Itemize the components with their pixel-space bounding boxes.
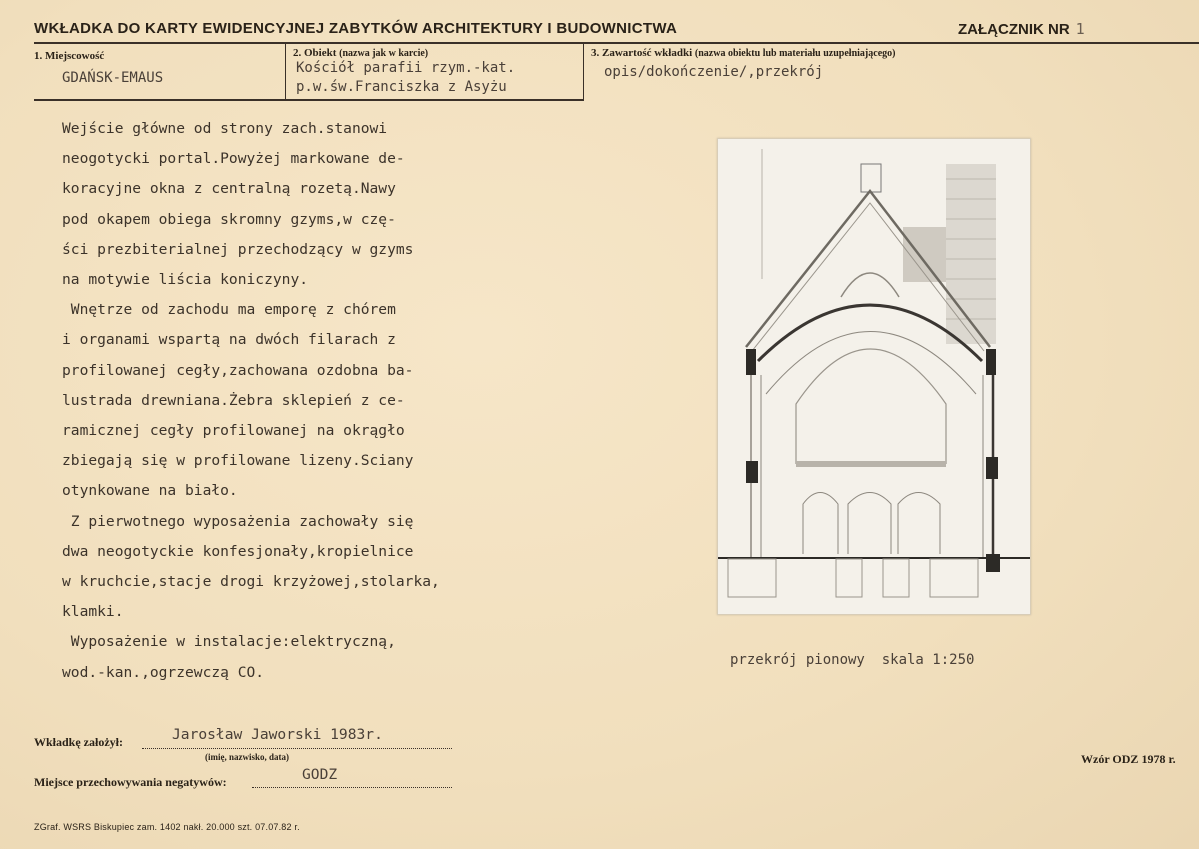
card-title: WKŁADKA DO KARTY EWIDENCYJNEJ ZABYTKÓW ARCHITEKTURY I BUDOWNICTWA — [34, 20, 678, 37]
description-line: Wyposażenie w instalacje:elektryczną, — [62, 633, 396, 651]
contents-label-note: (nazwa obiektu lub materiału uzupełniającego) — [694, 48, 896, 59]
storage-value: GODZ — [302, 766, 338, 783]
church-cross-section-drawing-icon — [718, 139, 1030, 614]
object-label-text: 2. Obiekt — [293, 47, 337, 59]
author-dotted-line — [142, 748, 452, 749]
field-divider-1 — [285, 44, 286, 100]
description-line: zbiegają się w profilowane lizeny.Sciany — [62, 452, 414, 470]
contents-label-text: 3. Zawartość wkładki — [591, 47, 693, 59]
storage-dotted-line — [252, 787, 452, 788]
contents-value: opis/dokończenie/,przekrój — [604, 64, 824, 80]
description-line: w kruchcie,stacje drogi krzyżowej,stolarka, — [62, 573, 440, 591]
object-value-line1: Kościół parafii rzym.-kat. — [296, 60, 516, 76]
description-line: lustrada drewniana.Żebra sklepień z ce- — [62, 391, 405, 409]
description-line: dwa neogotyckie konfesjonały,kropielnice — [62, 542, 414, 560]
annex-number: 1 — [1075, 20, 1085, 38]
location-value: GDAŃSK-EMAUS — [62, 70, 164, 86]
description-line: Wejście główne od strony zach.stanowi — [62, 120, 388, 137]
annex-label — [958, 20, 1085, 38]
description-line: ści prezbiterialnej przechodzący w gzyms — [62, 240, 414, 258]
description-line: na motywie liścia koniczyny. — [62, 271, 309, 289]
object-value-line2: p.w.św.Franciszka z Asyżu — [296, 79, 507, 95]
fields-bottom-rule — [34, 99, 584, 101]
header-rule — [34, 42, 1199, 44]
author-label: Wkładkę założył: — [34, 735, 123, 749]
description-line: Z pierwotnego wyposażenia zachowały się — [62, 512, 414, 530]
field-divider-2 — [583, 44, 584, 100]
description-text — [62, 114, 440, 688]
form-id: Wzór ODZ 1978 r. — [1081, 752, 1176, 766]
author-value: Jarosław Jaworski 1983r. — [172, 726, 383, 743]
description-line: koracyjne okna z centralną rozetą.Nawy — [62, 180, 396, 198]
location-label: 1. Miejscowość — [34, 50, 105, 62]
object-label-note: (nazwa jak w karcie) — [339, 48, 429, 59]
contents-label — [591, 47, 895, 59]
object-label — [293, 47, 428, 59]
storage-label: Miejsce przechowywania negatywów: — [34, 775, 227, 789]
author-hint: (imię, nazwisko, data) — [205, 752, 289, 762]
description-line: pod okapem obiega skromny gzyms,w czę- — [62, 210, 396, 228]
description-line: klamki. — [62, 603, 124, 621]
description-line: Wnętrze od zachodu ma emporę z chórem — [62, 301, 396, 319]
description-line: wod.-kan.,ogrzewczą CO. — [62, 663, 265, 681]
description-line: profilowanej cegły,zachowana ozdobna ba- — [62, 361, 414, 379]
annex-label-text: ZAŁĄCZNIK NR — [958, 21, 1070, 38]
printer-imprint: ZGraf. WSRS Biskupiec zam. 1402 nakł. 20.000 szt. 07.07.82 r. — [34, 822, 300, 832]
description-line: ramicznej cegły profilowanej na okrągło — [62, 422, 405, 440]
description-line: i organami wspartą na dwóch filarach z — [62, 331, 396, 349]
description-line: otynkowane na biało. — [62, 482, 238, 500]
description-line: neogotycki portal.Powyżej markowane de- — [62, 150, 405, 168]
section-photo — [717, 138, 1031, 615]
figure-caption: przekrój pionowy skala 1:250 — [730, 652, 975, 668]
